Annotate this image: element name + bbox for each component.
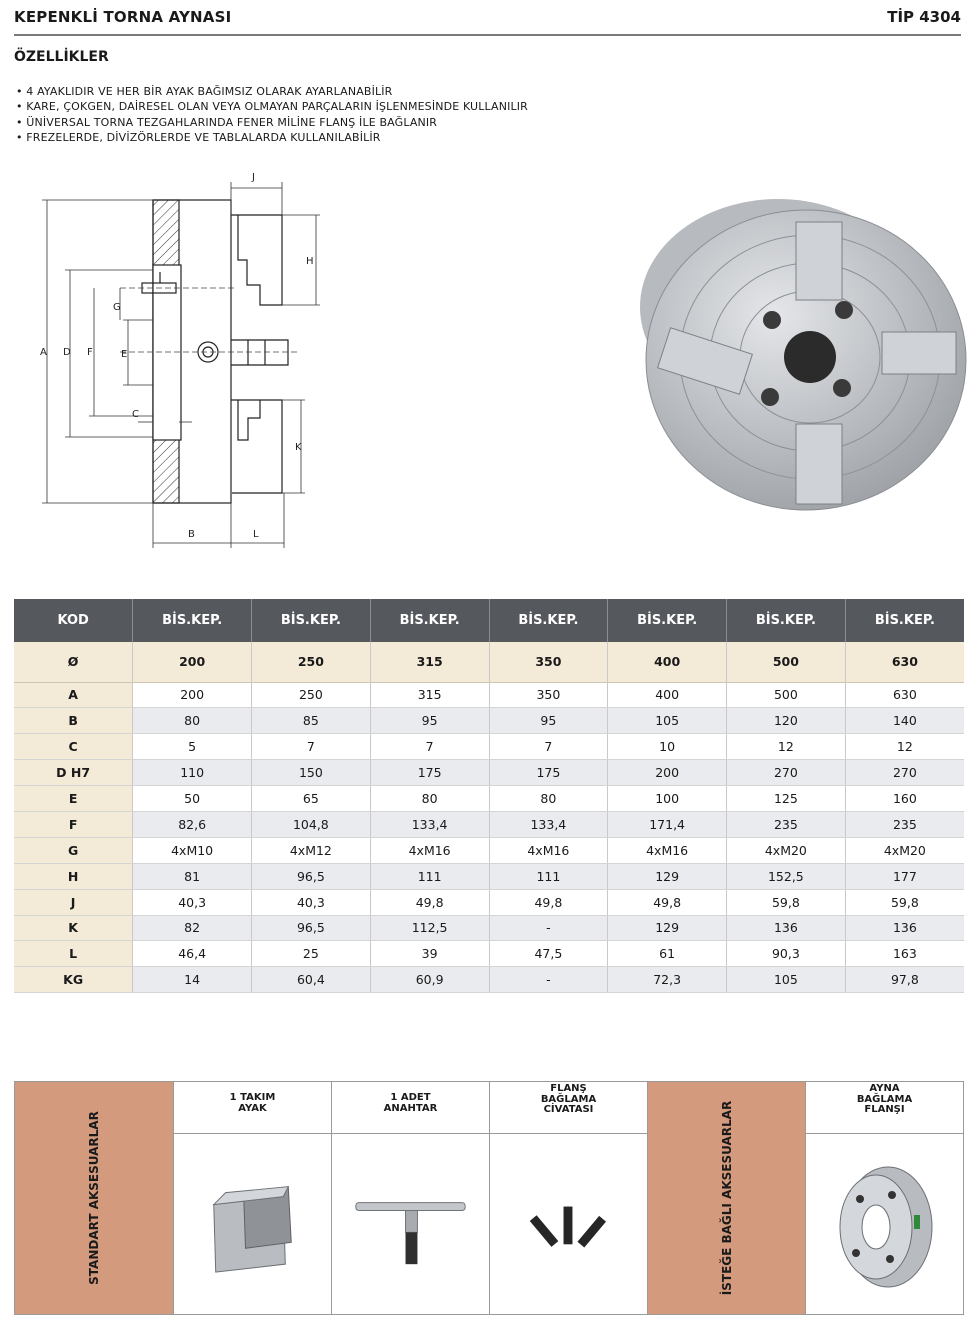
table-cell: 5 [133,734,252,760]
feature-item: • FREZELERDE, DİVİZÖRLERDE VE TABLALARDA KULLANILABİLİR [16,130,528,145]
chuck-key-image [332,1135,489,1314]
table-cell: 14 [133,967,252,993]
row-label: C [14,734,133,760]
row-label: KG [14,967,133,993]
table-cell: 175 [370,760,489,786]
column-header: BİS.KEP. [252,599,371,642]
dim-label-g: G [113,302,121,313]
table-cell: 7 [370,734,489,760]
row-label: G [14,837,133,863]
table-cell: 112,5 [370,915,489,941]
dim-label-h: H [306,256,314,267]
column-header: BİS.KEP. [608,599,727,642]
dim-label-e: E [121,349,128,360]
table-cell: 133,4 [489,811,608,837]
row-label: A [14,682,133,708]
table-cell: 152,5 [727,863,846,889]
table-cell: 110 [133,760,252,786]
jaw-set-image [174,1135,331,1314]
table-cell: 200 [608,760,727,786]
accessory-key [332,1082,490,1314]
row-label: E [14,786,133,812]
table-cell: 60,9 [370,967,489,993]
table-cell: 39 [370,941,489,967]
table-cell: 140 [845,708,964,734]
accessory-label: AYNA BAĞLAMA FLANŞI [806,1082,963,1134]
table-cell: 4xM20 [727,837,846,863]
dim-label-a: A [40,347,47,358]
dim-label-k: K [295,442,302,453]
table-cell: 95 [489,708,608,734]
table-cell: 163 [845,941,964,967]
column-header-code: KOD [14,599,133,642]
table-cell: 129 [608,915,727,941]
table-cell: 96,5 [252,915,371,941]
table-cell: 96,5 [252,863,371,889]
table-cell: 12 [727,734,846,760]
features-heading: ÖZELLİKLER [14,49,109,65]
table-row [14,760,964,786]
table-cell: 4xM20 [845,837,964,863]
table-cell: 171,4 [608,811,727,837]
table-cell: 200 [133,682,252,708]
table-cell: 500 [727,642,846,682]
chuck-product-image [628,192,968,522]
feature-item: • ÜNİVERSAL TORNA TEZGAHLARINDA FENER MİLİNE FLANŞ İLE BAĞLANIR [16,115,528,130]
table-cell: 95 [370,708,489,734]
document-type-code: TİP 4304 [887,8,961,26]
table-cell: 105 [727,967,846,993]
table-cell: 400 [608,642,727,682]
accessory-flange [806,1082,963,1314]
table-cell: 105 [608,708,727,734]
table-cell: 315 [370,642,489,682]
accessory-label: FLANŞ BAĞLAMA CİVATASI [490,1082,647,1134]
table-cell: 47,5 [489,941,608,967]
table-cell: 49,8 [608,889,727,915]
accessory-label: 1 ADET ANAHTAR [332,1082,489,1134]
optional-accessories-label: İSTEĞE BAĞLI AKSESUARLAR [719,1100,734,1296]
table-cell: 80 [133,708,252,734]
table-cell: 400 [608,682,727,708]
table-cell: 59,8 [727,889,846,915]
table-cell: 4xM16 [608,837,727,863]
table-cell: 4xM16 [370,837,489,863]
specification-table [14,599,964,993]
accessories-panel [14,1081,964,1315]
dim-label-f: F [87,347,93,358]
table-cell: 85 [252,708,371,734]
row-label: H [14,863,133,889]
table-cell: 136 [845,915,964,941]
table-row [14,734,964,760]
header-divider [14,34,961,36]
table-cell: 90,3 [727,941,846,967]
standard-accessories-label: STANDART AKSESUARLAR [87,1111,101,1285]
table-cell: 500 [727,682,846,708]
table-cell: 46,4 [133,941,252,967]
dim-label-b: B [188,529,195,540]
table-cell: 630 [845,682,964,708]
table-cell: 50 [133,786,252,812]
standard-accessories-header [15,1082,174,1314]
row-label: J [14,889,133,915]
table-cell: 160 [845,786,964,812]
table-row [14,708,964,734]
table-cell: 80 [489,786,608,812]
table-cell: 49,8 [370,889,489,915]
table-row [14,967,964,993]
dim-label-c: C [132,409,139,420]
table-cell: 235 [727,811,846,837]
table-cell: 60,4 [252,967,371,993]
table-cell: 100 [608,786,727,812]
chuck-flange-image [806,1135,963,1315]
row-label: B [14,708,133,734]
table-body [14,642,964,993]
table-cell: 150 [252,760,371,786]
table-cell: - [489,967,608,993]
table-cell: 270 [727,760,846,786]
column-header: BİS.KEP. [133,599,252,642]
accessory-label: 1 TAKIM AYAK [174,1082,331,1134]
document-title: KEPENKLİ TORNA AYNASI [14,8,232,26]
row-label: Ø [14,642,133,682]
table-cell: 40,3 [133,889,252,915]
table-cell: 104,8 [252,811,371,837]
table-cell: 125 [727,786,846,812]
table-cell: 59,8 [845,889,964,915]
table-cell: 4xM12 [252,837,371,863]
feature-item: • 4 AYAKLIDIR VE HER BİR AYAK BAĞIMSIZ OLARAK AYARLANABİLİR [16,84,528,99]
table-row [14,863,964,889]
table-cell: 4xM16 [489,837,608,863]
row-label: D H7 [14,760,133,786]
features-list [16,84,528,145]
table-cell: 111 [489,863,608,889]
table-cell: 136 [727,915,846,941]
table-cell: 250 [252,642,371,682]
column-header: BİS.KEP. [727,599,846,642]
accessory-bolts [490,1082,648,1314]
table-row [14,837,964,863]
optional-accessories-header [648,1082,806,1314]
table-row [14,786,964,812]
table-cell: 61 [608,941,727,967]
flange-bolts-image [490,1135,647,1314]
table-cell: 350 [489,682,608,708]
row-label: F [14,811,133,837]
table-cell: 7 [252,734,371,760]
accessory-jaws [174,1082,332,1314]
table-cell: 72,3 [608,967,727,993]
dim-label-j: J [252,172,255,183]
table-cell: 315 [370,682,489,708]
table-cell: 175 [489,760,608,786]
table-row [14,915,964,941]
table-header-row [14,599,964,642]
table-cell: 120 [727,708,846,734]
table-cell: 65 [252,786,371,812]
dim-label-d: D [63,347,71,358]
table-cell: 4xM10 [133,837,252,863]
table-cell: 235 [845,811,964,837]
table-row [14,642,964,682]
table-row [14,889,964,915]
feature-item: • KARE, ÇOKGEN, DAİRESEL OLAN VEYA OLMAYAN PARÇALARIN İŞLENMESİNDE KULLANILIR [16,99,528,114]
table-cell: 250 [252,682,371,708]
dim-label-l: L [253,529,259,540]
column-header: BİS.KEP. [845,599,964,642]
table-cell: 133,4 [370,811,489,837]
table-cell: 12 [845,734,964,760]
table-cell: 82 [133,915,252,941]
table-cell: 111 [370,863,489,889]
table-row [14,811,964,837]
table-cell: 129 [608,863,727,889]
table-cell: 350 [489,642,608,682]
table-cell: 7 [489,734,608,760]
table-row [14,941,964,967]
column-header: BİS.KEP. [370,599,489,642]
table-cell: 25 [252,941,371,967]
table-cell: 82,6 [133,811,252,837]
table-cell: - [489,915,608,941]
table-cell: 10 [608,734,727,760]
table-cell: 630 [845,642,964,682]
table-cell: 97,8 [845,967,964,993]
table-cell: 81 [133,863,252,889]
table-cell: 80 [370,786,489,812]
column-header: BİS.KEP. [489,599,608,642]
row-label: K [14,915,133,941]
table-cell: 177 [845,863,964,889]
table-cell: 200 [133,642,252,682]
row-label: L [14,941,133,967]
technical-drawing [20,160,360,555]
table-cell: 49,8 [489,889,608,915]
table-cell: 40,3 [252,889,371,915]
table-cell: 270 [845,760,964,786]
table-row [14,682,964,708]
